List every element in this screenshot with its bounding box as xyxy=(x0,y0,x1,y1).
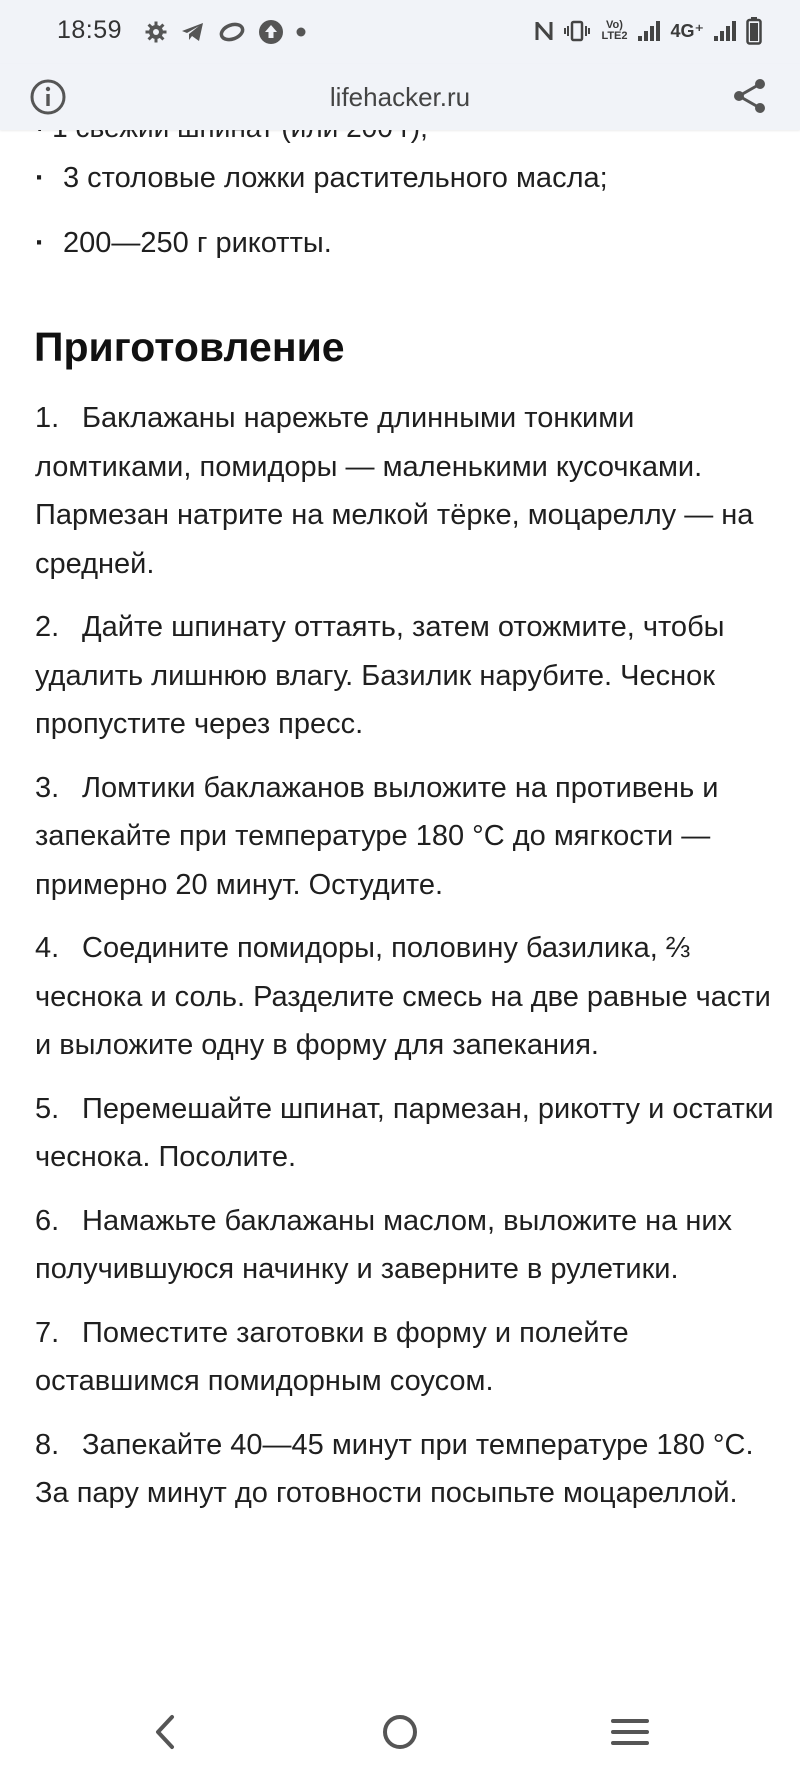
url-domain[interactable]: lifehacker.ru xyxy=(329,82,471,112)
step-item xyxy=(35,764,775,910)
nfc-icon xyxy=(534,19,554,43)
step-number: 4. xyxy=(35,932,60,964)
network-type-label: 4G⁺ xyxy=(670,20,704,41)
vibrate-icon xyxy=(563,19,591,43)
step-number: 3. xyxy=(35,771,60,804)
step-item xyxy=(35,1309,775,1406)
volte-bottom-label: LTE2 xyxy=(601,30,628,42)
section-title: Приготовление xyxy=(34,324,345,370)
step-item xyxy=(35,1197,775,1294)
step-text: Баклажаны нарежьте длинными тонкими ломтиками, помидоры — маленькими кусочками. Пармезан натрите на мелкой тёрке, моцареллу — на средней. xyxy=(35,402,754,580)
gear-icon xyxy=(144,20,168,44)
ingredient-item xyxy=(35,158,608,198)
back-icon[interactable] xyxy=(144,1709,190,1755)
home-icon[interactable] xyxy=(377,1709,423,1755)
step-text: Запекайте 40—45 минут при температуре 180 °С. За пару минут до готовности посыпьте моцареллой. xyxy=(35,1428,754,1509)
step-text: Ломтики баклажанов выложите на противень и запекайте при температуре 180 °С до мягкости — примерно 20 минут. Остудите. xyxy=(35,771,719,901)
bullet-icon: · xyxy=(35,162,45,194)
dot-icon xyxy=(296,27,306,37)
step-number: 1. xyxy=(35,402,60,434)
status-icons-left xyxy=(144,18,306,46)
step-item xyxy=(35,1085,775,1182)
step-text: Дайте шпинату оттаять, затем отожмите, чтобы удалить лишнюю влагу. Базилик нарубите. Чеснок пропустите через пресс. xyxy=(35,611,725,740)
oval-app-icon xyxy=(218,20,246,44)
status-bar xyxy=(0,0,800,64)
telegram-icon xyxy=(180,20,206,44)
ingredient-text: 3 столовые ложки растительного масла; xyxy=(63,162,608,194)
step-item xyxy=(35,1421,775,1518)
status-icons-right xyxy=(534,16,762,46)
bullet-icon: · xyxy=(35,227,45,259)
step-item xyxy=(35,603,775,749)
step-text: Перемешайте шпинат, пармезан, рикотту и остатки чеснока. Посолите. xyxy=(35,1092,774,1173)
signal-icon xyxy=(637,19,661,43)
recents-icon[interactable] xyxy=(607,1709,653,1755)
step-text: Поместите заготовки в форму и полейте оставшимся помидорным соусом. xyxy=(35,1316,629,1397)
share-icon[interactable] xyxy=(730,76,770,116)
step-number: 5. xyxy=(35,1092,60,1125)
step-text: Соедините помидоры, половину базилика, ⅔ чеснока и соль. Разделите смесь на две равные части и выложите одну в форму для запекания. xyxy=(35,932,771,1061)
step-number: 8. xyxy=(35,1428,60,1461)
step-number: 6. xyxy=(35,1204,60,1237)
browser-toolbar xyxy=(0,64,800,130)
step-item xyxy=(35,924,775,1070)
ingredient-item xyxy=(35,223,332,263)
step-number: 7. xyxy=(35,1316,60,1349)
steps-list xyxy=(35,394,775,1533)
system-nav-bar xyxy=(0,1687,800,1777)
volte-icon xyxy=(600,20,628,42)
upload-icon xyxy=(258,19,284,45)
article-content xyxy=(0,130,800,1687)
step-text: Намажьте баклажаны маслом, выложите на них получившуюся начинку и заверните в рулетики. xyxy=(35,1204,733,1285)
volte-top-label: Vo) xyxy=(606,19,623,31)
battery-icon xyxy=(746,17,762,45)
step-item xyxy=(35,394,775,588)
step-number: 2. xyxy=(35,611,60,643)
signal-4g-icon xyxy=(713,19,737,43)
status-time: 18:59 xyxy=(57,16,123,44)
ingredient-text: 200—250 г рикотты. xyxy=(63,227,332,259)
